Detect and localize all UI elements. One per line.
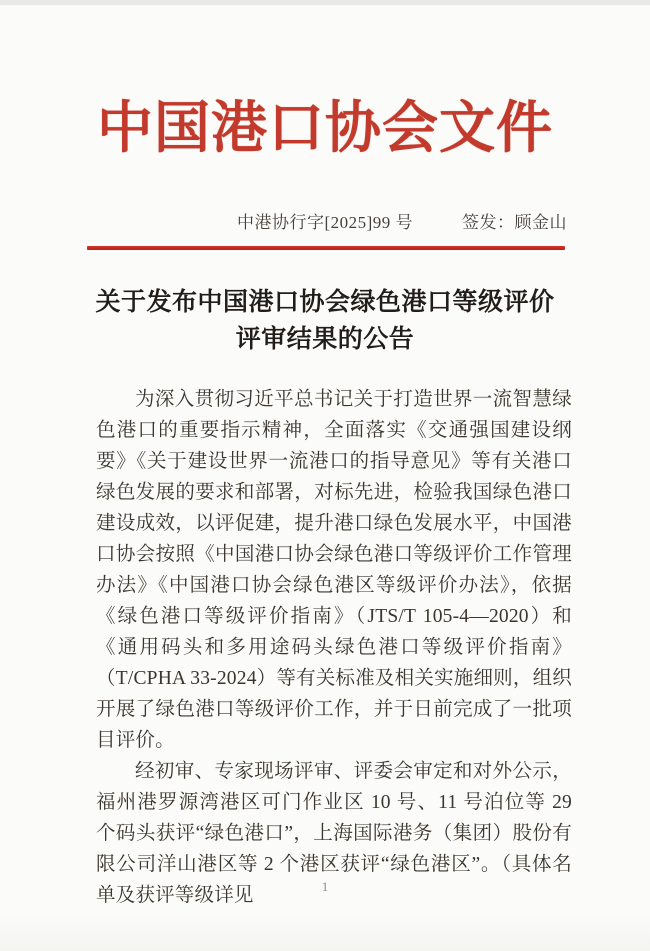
document-body	[0, 384, 650, 911]
scan-top-edge	[0, 0, 650, 5]
issuer-label: 签发：	[462, 213, 515, 232]
body-paragraph-1: 为深入贯彻习近平总书记关于打造世界一流智慧绿色港口的重要指示精神，全面落实《交通强国建设纲要》《关于建设世界一流港口的指导意见》等有关港口绿色发展的要求和部署，对标先进，检验我国绿色港口建设成效，以评促建，提升港口绿色发展水平，中国港口协会按照《中国港口协会绿色港口等级评价工作管理办法》《中国港口协会绿色港区等级评价办法》，依据《绿色港口等级评价指南》（JTS/T 105-4—2020）和《通用码头和多用途码头绿色港口等级评价指南》（T/CPHA 33-2024）等有关标准及相关实施细则，组织开展了绿色港口等级评价工作，并于日前完成了一批项目评价。	[96, 389, 572, 751]
letterhead-title: 中国港口协会文件	[97, 98, 553, 160]
reference-row	[0, 208, 650, 234]
body-paragraph-2: 经初审、专家现场评审、评委会审定和对外公示，福州港罗源湾港区可门作业区 10 号、11 号泊位等 29 个码头获评“绿色港口”，上海国际港务（集团）股份有限公司洋山港区等 2 个港区获评“绿色港区”。（具体名单及获评等级详见	[96, 761, 572, 906]
issuer	[462, 208, 567, 233]
document-ref-number: 中港协行字[2025]99 号	[236, 213, 414, 232]
red-separator-line	[87, 246, 565, 250]
issuer-name: 顾金山	[514, 213, 567, 232]
document-title-line2: 评审结果的公告	[235, 326, 415, 353]
page-number: 1	[321, 879, 329, 894]
document-title-line1: 关于发布中国港口协会绿色港口等级评价	[95, 289, 555, 316]
document-title	[60, 284, 590, 358]
